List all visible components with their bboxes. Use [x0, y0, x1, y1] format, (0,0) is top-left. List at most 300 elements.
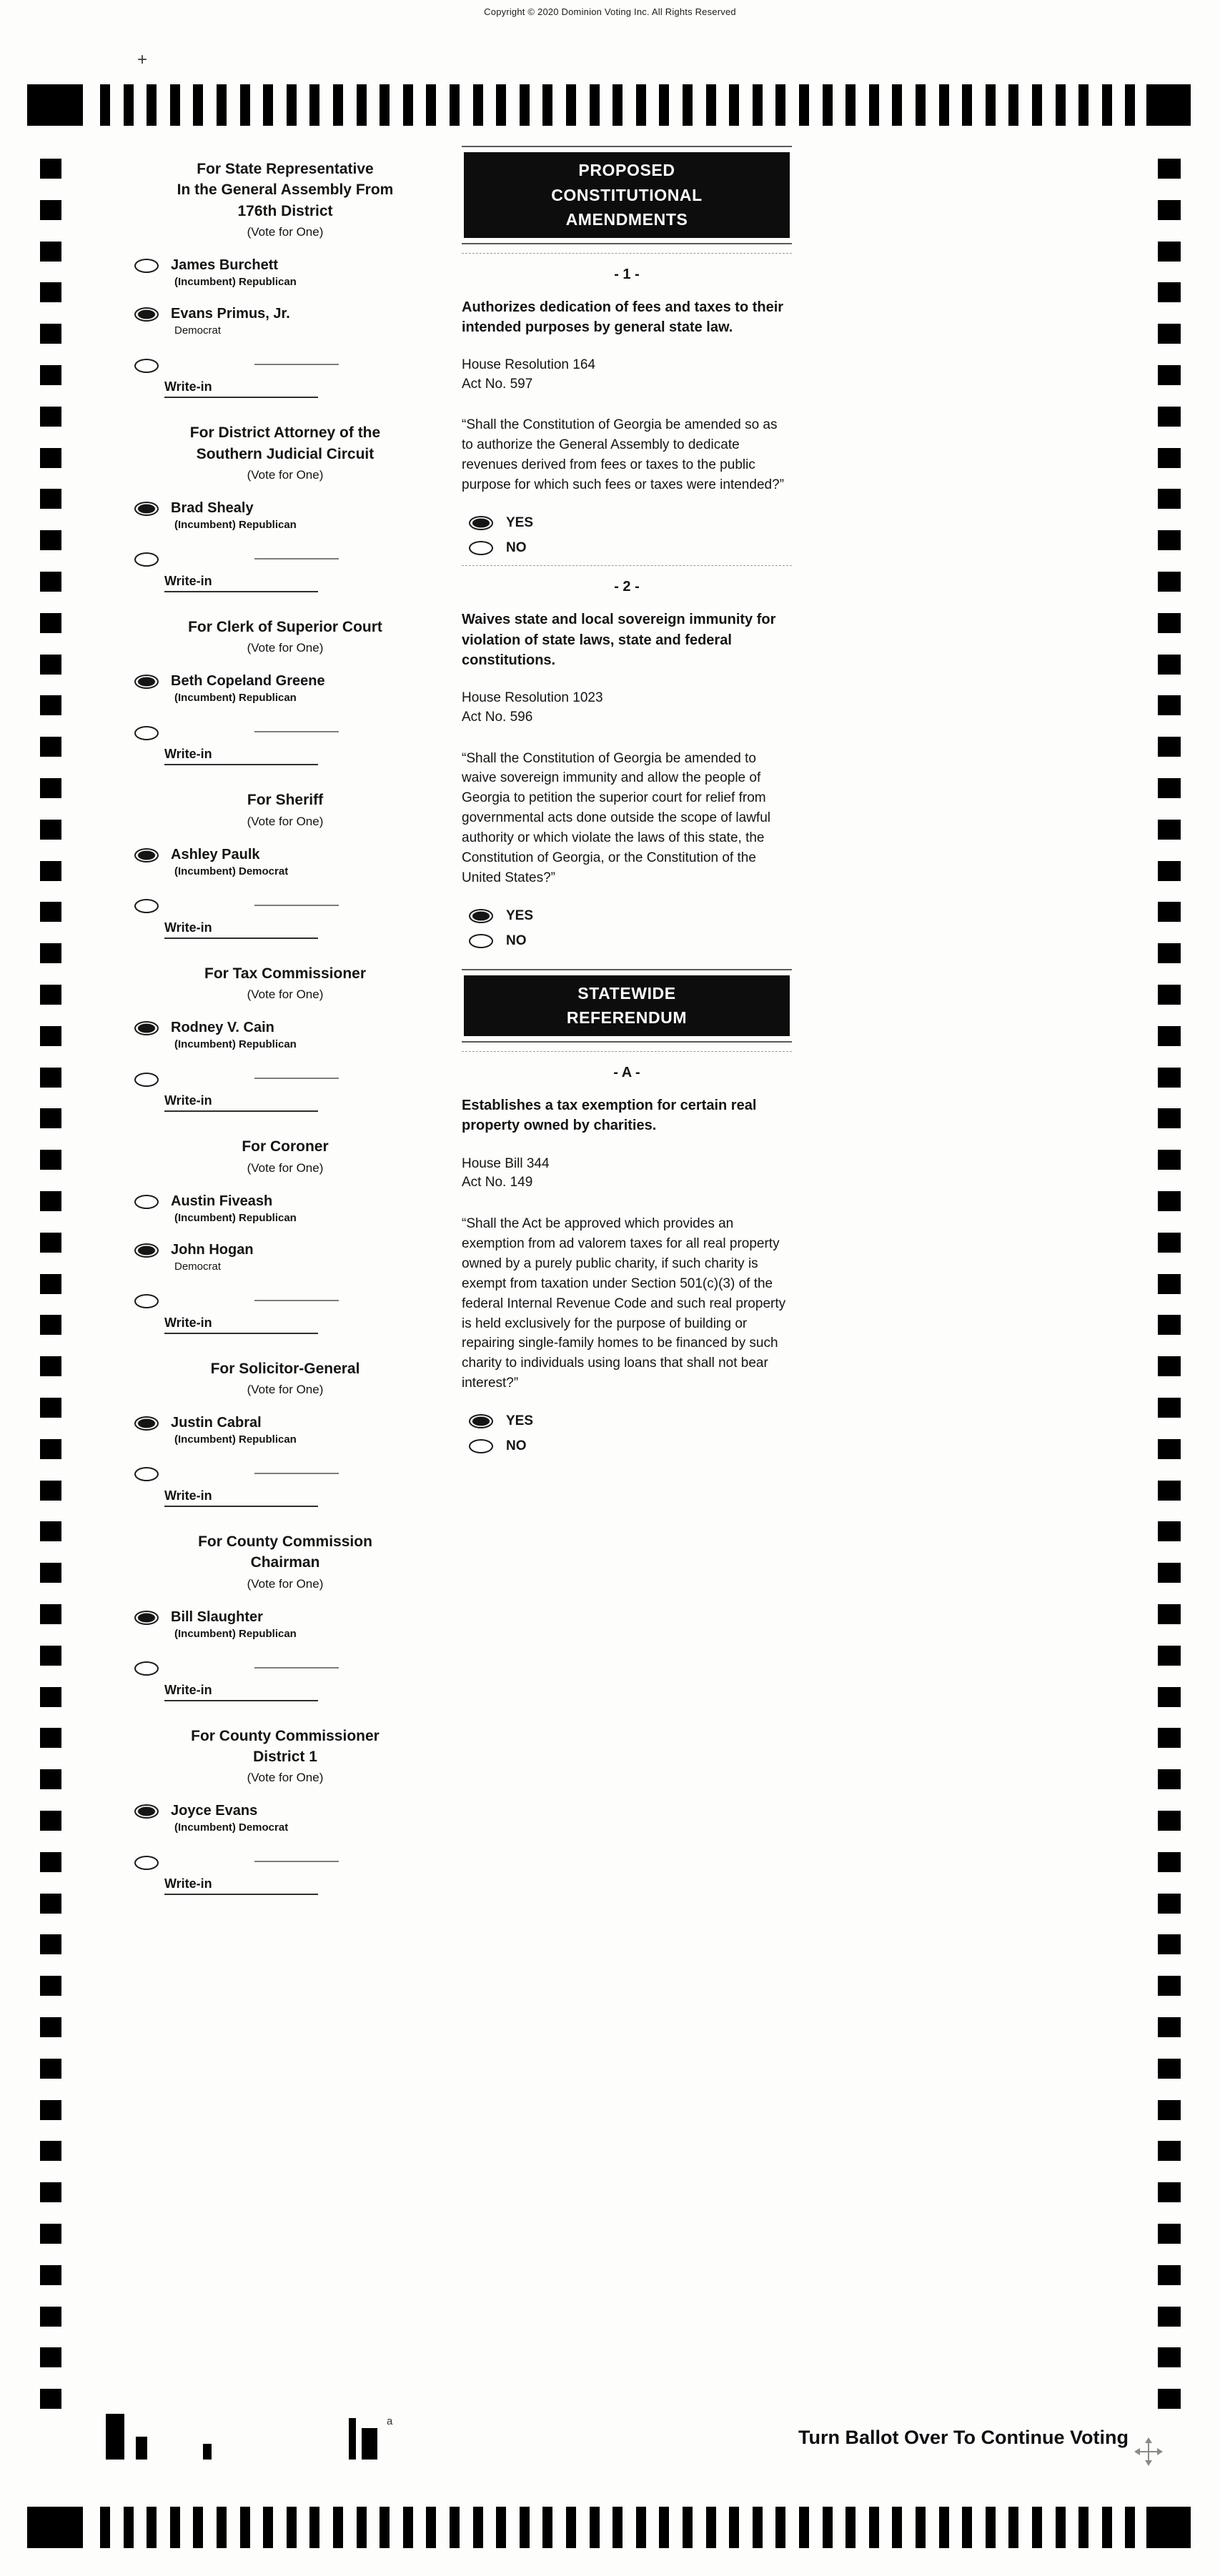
timing-mark: [333, 2507, 343, 2548]
timing-mark: [40, 530, 61, 550]
candidate-text: [171, 499, 297, 531]
timing-mark: [40, 695, 61, 715]
timing-mark: [40, 1481, 61, 1501]
section-header-line: STATEWIDE: [577, 983, 676, 1003]
ballot-oval[interactable]: [134, 1073, 159, 1087]
measure-reference: [462, 356, 792, 394]
timing-mark: [193, 84, 203, 126]
contest-title-line: For Coroner: [242, 1138, 329, 1155]
candidate-name: Brad Shealy: [171, 499, 254, 516]
ballot-oval-filled[interactable]: [134, 1611, 159, 1625]
candidate-row: [114, 257, 456, 288]
timing-mark: [40, 2182, 61, 2202]
timing-mark: [823, 84, 833, 126]
timing-mark: [845, 2507, 856, 2548]
timing-mark: [1158, 1934, 1181, 1954]
timing-mark: [1158, 655, 1181, 675]
measure-reference: [462, 1155, 792, 1193]
timing-mark: [590, 2507, 600, 2548]
timing-mark: [40, 2141, 61, 2161]
candidate-name: Evans Primus, Jr.: [171, 306, 290, 322]
timing-mark: [659, 84, 669, 126]
ballot-oval-filled[interactable]: [134, 675, 159, 689]
timing-mark: [473, 2507, 483, 2548]
contest-title-line: In the General Assembly From: [177, 181, 394, 199]
timing-mark: [1158, 2389, 1181, 2409]
measure-summary: Establishes a tax exemption for certain real property owned by charities.: [462, 1097, 757, 1134]
timing-mark: [40, 159, 61, 179]
timing-mark: [753, 2507, 763, 2548]
candidate-name: James Burchett: [171, 257, 279, 274]
timing-mark: [1102, 84, 1112, 126]
measures-column: [462, 146, 792, 1463]
timing-mark: [40, 448, 61, 468]
ballot-oval-filled[interactable]: [134, 502, 159, 516]
candidate-text: [171, 1019, 297, 1050]
measure-option-row: [462, 515, 792, 531]
ballot-oval-filled[interactable]: [134, 307, 159, 322]
timing-mark: [1158, 1646, 1181, 1666]
ballot-oval[interactable]: [134, 1195, 159, 1209]
write-in-line[interactable]: [254, 1473, 339, 1474]
timing-mark: [636, 2507, 646, 2548]
ballot-oval[interactable]: [134, 1467, 159, 1481]
timing-mark: [962, 2507, 972, 2548]
timing-mark: [124, 2507, 134, 2548]
timing-mark: [939, 84, 949, 126]
candidate-text: [171, 257, 297, 288]
timing-mark: [542, 2507, 552, 2548]
contest-column: [114, 159, 456, 1919]
candidate-row: [114, 1019, 456, 1050]
timing-mark: [426, 2507, 436, 2548]
ballot-oval-filled[interactable]: [134, 1021, 159, 1035]
ballot-oval-filled[interactable]: [134, 1243, 159, 1258]
timing-mark: [1158, 324, 1181, 344]
contest-title-line: For Clerk of Superior Court: [188, 618, 382, 635]
timing-mark: [706, 84, 716, 126]
registration-plus-mark: +: [137, 50, 148, 69]
ballot-oval[interactable]: [134, 552, 159, 567]
candidate-text: [171, 1241, 254, 1273]
timing-mark: [1125, 84, 1135, 126]
timing-mark: [40, 572, 61, 592]
timing-mark: [1158, 2141, 1181, 2161]
timing-mark: [40, 1769, 61, 1789]
timing-mark: [613, 2507, 623, 2548]
timing-mark: [40, 1521, 61, 1541]
timing-mark: [1158, 1315, 1181, 1335]
measure-question: “Shall the Act be approved which provides an exemption from ad valorem taxes for all real property owned by a purely public charity, if such charity is exempt from taxation under Section 501(c)(3) of the federal Internal Revenue Code and such real property is held exclusively for the purpose of building or repairing single-family homes to be financed by such charity to individuals using loans that shall not bear interest?”: [462, 1215, 786, 1391]
ballot-oval[interactable]: [134, 1294, 159, 1308]
candidate-row: [114, 1608, 456, 1640]
timing-mark: [496, 2507, 506, 2548]
timing-mark: [1158, 159, 1181, 179]
timing-mark: [40, 489, 61, 509]
write-in-line[interactable]: [254, 1861, 339, 1862]
candidate-text: [171, 1414, 297, 1446]
measure-number: - A -: [613, 1064, 640, 1080]
write-in-row: [114, 896, 456, 915]
timing-mark: [40, 2224, 61, 2244]
timing-mark: [1158, 1852, 1181, 1872]
timing-mark: [683, 84, 693, 126]
timing-mark: [1158, 1191, 1181, 1211]
ballot-oval[interactable]: [134, 1856, 159, 1870]
reference-line: House Resolution 164: [462, 357, 595, 373]
timing-mark: [1158, 1604, 1181, 1624]
timing-mark: [40, 1026, 61, 1046]
vote-instruction: (Vote for One): [247, 225, 324, 239]
timing-mark: [40, 1728, 61, 1748]
timing-mark: [566, 84, 576, 126]
timing-mark: [40, 2307, 61, 2327]
reference-line: Act No. 597: [462, 376, 533, 392]
timing-mark: [1008, 84, 1018, 126]
write-in-line[interactable]: [254, 364, 339, 365]
timing-mark: [40, 282, 61, 302]
ballot-oval[interactable]: [469, 541, 493, 555]
candidate-row: [114, 1802, 456, 1834]
ballot-oval-filled[interactable]: [469, 516, 493, 530]
timing-mark: [40, 1811, 61, 1831]
timing-mark: [40, 943, 61, 963]
measure-option-row: [462, 1438, 792, 1454]
timing-mark: [40, 1976, 61, 1996]
contest: [114, 422, 456, 592]
ballot-oval[interactable]: [134, 359, 159, 373]
candidate-text: [171, 672, 325, 704]
contest: [114, 159, 456, 398]
timing-mark: [473, 84, 483, 126]
timing-mark: [869, 84, 879, 126]
contest-title: [114, 1726, 456, 1768]
candidate-text: [171, 1802, 288, 1834]
write-in-line[interactable]: [254, 905, 339, 906]
timing-mark: [892, 2507, 902, 2548]
timing-mark: [1008, 2507, 1018, 2548]
candidate-row: [114, 305, 456, 337]
timing-mark: [40, 613, 61, 633]
timing-mark: [1158, 2307, 1181, 2327]
vote-instruction: (Vote for One): [247, 1382, 324, 1396]
write-in-row: [114, 1464, 456, 1483]
timing-mark: [1158, 1150, 1181, 1170]
timing-mark: [1158, 1521, 1181, 1541]
candidate-detail: (Incumbent) Republican: [174, 276, 297, 289]
measure-question: “Shall the Constitution of Georgia be amended so as to authorize the General Assembly to dedicate revenues derived from fees or taxes to the public purpose for which such fees or taxes were intended?”: [462, 417, 784, 493]
ballot-oval-filled[interactable]: [469, 1414, 493, 1428]
timing-mark: [240, 2507, 250, 2548]
timing-mark: [40, 820, 61, 840]
timing-mark: [939, 2507, 949, 2548]
ballot-oval-filled[interactable]: [134, 1416, 159, 1431]
timing-mark: [1158, 572, 1181, 592]
timing-mark: [1158, 1811, 1181, 1831]
timing-mark: [1158, 820, 1181, 840]
timing-mark: [1158, 2017, 1181, 2037]
write-in-line[interactable]: [254, 1300, 339, 1301]
ballot-id-mark: [106, 2414, 124, 2460]
timing-mark: [1158, 1563, 1181, 1583]
vote-instruction: (Vote for One): [247, 641, 324, 655]
timing-mark: [40, 1398, 61, 1418]
timing-mark: [1158, 2182, 1181, 2202]
write-in-row: [114, 549, 456, 568]
reference-line: Act No. 596: [462, 709, 533, 725]
write-in-row: [114, 355, 456, 374]
timing-mark: [1158, 448, 1181, 468]
timing-mark: [520, 84, 530, 126]
timing-mark: [775, 2507, 785, 2548]
timing-mark: [1158, 2265, 1181, 2285]
timing-mark: [193, 2507, 203, 2548]
ballot-oval[interactable]: [134, 726, 159, 740]
section-header-line: CONSTITUTIONAL: [551, 185, 703, 204]
write-in-line[interactable]: [254, 731, 339, 732]
candidate-name: Beth Copeland Greene: [171, 673, 325, 690]
timing-mark: [1158, 200, 1181, 220]
contest-title-line: For Sheriff: [247, 792, 324, 809]
ballot-oval[interactable]: [469, 934, 493, 948]
timing-mark: [40, 2059, 61, 2079]
write-in-line[interactable]: [254, 1667, 339, 1669]
move-cursor-icon: [1134, 2437, 1164, 2467]
timing-mark: [1158, 530, 1181, 550]
timing-mark: [590, 84, 600, 126]
timing-mark: [309, 2507, 319, 2548]
timing-mark: [753, 84, 763, 126]
measure-summary: Authorizes dedication of fees and taxes to their intended purposes by general state law.: [462, 299, 784, 335]
candidate-row: [114, 672, 456, 704]
timing-mark: [309, 84, 319, 126]
ballot-oval-filled[interactable]: [134, 1804, 159, 1819]
timing-mark: [1032, 2507, 1042, 2548]
timing-mark: [986, 2507, 996, 2548]
timing-mark: [287, 84, 297, 126]
timing-mark: [683, 2507, 693, 2548]
timing-mark: [124, 84, 134, 126]
timing-mark: [1158, 1026, 1181, 1046]
timing-mark: [1102, 2507, 1112, 2548]
timing-mark: [40, 1356, 61, 1376]
timing-mark: [1158, 1976, 1181, 1996]
timing-mark: [170, 84, 180, 126]
timing-mark: [147, 84, 157, 126]
timing-mark: [1158, 902, 1181, 922]
write-in-label: Write-in: [164, 1093, 318, 1112]
timing-mark: [636, 84, 646, 126]
timing-mark: [1158, 1769, 1181, 1789]
measure-option-label: NO: [506, 540, 527, 556]
timing-mark: [1158, 943, 1181, 963]
timing-mark: [40, 1191, 61, 1211]
timing-mark: [1158, 365, 1181, 385]
timing-mark: [40, 1852, 61, 1872]
section-header: [462, 146, 792, 244]
write-in-label: Write-in: [164, 1876, 318, 1895]
timing-mark: [1158, 861, 1181, 881]
ballot-oval[interactable]: [134, 899, 159, 913]
contest-title-line: For Tax Commissioner: [204, 965, 366, 982]
write-in-row: [114, 1069, 456, 1088]
write-in-row: [114, 722, 456, 741]
measure-option-label: YES: [506, 907, 534, 923]
timing-mark: [1078, 2507, 1088, 2548]
measure-option-label: NO: [506, 1438, 527, 1454]
candidate-name: Rodney V. Cain: [171, 1020, 274, 1036]
timing-mark: [263, 2507, 273, 2548]
timing-mark: [27, 2507, 83, 2548]
timing-mark: [520, 2507, 530, 2548]
measure-option-label: NO: [506, 933, 527, 948]
measure-option-row: [462, 933, 792, 949]
timing-mark: [1158, 1439, 1181, 1459]
timing-mark: [40, 737, 61, 757]
timing-mark: [40, 655, 61, 675]
timing-mark: [1158, 2224, 1181, 2244]
timing-mark: [916, 2507, 926, 2548]
timing-mark: [1056, 84, 1066, 126]
timing-mark: [1158, 1108, 1181, 1128]
timing-mark: [450, 84, 460, 126]
vote-instruction: (Vote for One): [247, 814, 324, 828]
write-in-line[interactable]: [254, 1078, 339, 1079]
timing-mark: [892, 84, 902, 126]
timing-mark: [40, 778, 61, 798]
candidate-detail: (Incumbent) Republican: [174, 518, 297, 531]
vote-instruction: (Vote for One): [247, 467, 324, 482]
timing-mark: [962, 84, 972, 126]
ballot-id-mark: [203, 2444, 212, 2460]
vote-instruction: (Vote for One): [247, 1160, 324, 1175]
section-header: [462, 969, 792, 1043]
write-in-row: [114, 1291, 456, 1310]
write-in-row: [114, 1659, 456, 1677]
timing-mark: [40, 1233, 61, 1253]
timing-mark: [40, 1563, 61, 1583]
contest: [114, 963, 456, 1112]
timing-mark: [40, 2347, 61, 2367]
timing-mark: [869, 2507, 879, 2548]
contest-title: [114, 963, 456, 984]
timing-mark: [1158, 2347, 1181, 2367]
contest: [114, 1726, 456, 1896]
timing-mark: [380, 84, 390, 126]
contest: [114, 1531, 456, 1701]
contest-title-line: For County Commissioner: [191, 1727, 380, 1744]
timing-mark: [40, 1274, 61, 1294]
timing-mark: [40, 1315, 61, 1335]
contest-title-line: For District Attorney of the: [189, 424, 381, 442]
timing-mark: [496, 84, 506, 126]
timing-mark: [40, 242, 61, 262]
timing-mark: [613, 84, 623, 126]
timing-mark: [40, 407, 61, 427]
timing-mark: [566, 2507, 576, 2548]
measure-option-row: [462, 908, 792, 924]
timing-mark: [40, 1687, 61, 1707]
write-in-label: Write-in: [164, 920, 318, 939]
timing-mark: [217, 84, 227, 126]
timing-mark: [40, 1646, 61, 1666]
timing-mark: [1056, 2507, 1066, 2548]
ballot-oval[interactable]: [469, 1439, 493, 1453]
timing-mark: [357, 84, 367, 126]
timing-mark: [40, 1108, 61, 1128]
ballot-oval-filled[interactable]: [134, 848, 159, 862]
vote-instruction: (Vote for One): [247, 988, 324, 1002]
timing-mark: [240, 84, 250, 126]
contest-title: [114, 159, 456, 222]
timing-mark: [1158, 778, 1181, 798]
timing-mark: [287, 2507, 297, 2548]
write-in-line[interactable]: [254, 558, 339, 560]
timing-mark: [40, 324, 61, 344]
write-in-label: Write-in: [164, 1488, 318, 1507]
candidate-name: Ashley Paulk: [171, 846, 260, 862]
timing-mark: [1158, 407, 1181, 427]
timing-mark: [403, 2507, 413, 2548]
timing-mark: [1158, 489, 1181, 509]
timing-mark: [27, 84, 83, 126]
write-in-row: [114, 1852, 456, 1871]
section-header-box: [464, 975, 790, 1036]
measure-option-row: [462, 1413, 792, 1429]
measure-summary: Waives state and local sovereign immunity for violation of state laws, state and federal constitutions.: [462, 612, 776, 668]
timing-mark: [1158, 2100, 1181, 2120]
section-header-line: PROPOSED: [578, 161, 675, 179]
candidate-text: [171, 1193, 297, 1224]
timing-mark: [1158, 737, 1181, 757]
timing-mark: [40, 1894, 61, 1914]
ballot-oval[interactable]: [134, 259, 159, 273]
timing-mark: [40, 1934, 61, 1954]
contest-title: [114, 1531, 456, 1573]
candidate-text: [171, 846, 288, 877]
timing-mark: [1158, 1356, 1181, 1376]
contest-title-line: District 1: [253, 1749, 317, 1766]
candidate-detail: (Incumbent) Democrat: [174, 865, 289, 877]
ballot-oval[interactable]: [134, 1661, 159, 1676]
reference-line: House Resolution 1023: [462, 690, 603, 706]
turn-ballot-over-text: Turn Ballot Over To Continue Voting: [798, 2427, 1129, 2448]
timing-mark: [333, 84, 343, 126]
timing-mark: [799, 2507, 809, 2548]
measure-section: [462, 969, 792, 1454]
candidate-detail: (Incumbent) Democrat: [174, 1821, 289, 1834]
timing-mark: [1158, 242, 1181, 262]
timing-mark: [729, 2507, 739, 2548]
ballot-oval-filled[interactable]: [469, 909, 493, 923]
timing-mark: [1158, 1894, 1181, 1914]
timing-mark: [450, 2507, 460, 2548]
timing-mark: [40, 2017, 61, 2037]
contest-title: [114, 617, 456, 637]
contest-title-line: Southern Judicial Circuit: [196, 445, 375, 462]
contest-title-line: For Solicitor-General: [210, 1360, 360, 1377]
vote-instruction: (Vote for One): [247, 1771, 324, 1785]
timing-mark: [659, 2507, 669, 2548]
reference-line: House Bill 344: [462, 1155, 550, 1171]
measure-option-label: YES: [506, 515, 534, 531]
candidate-text: [171, 1608, 297, 1640]
timing-mark: [1158, 1068, 1181, 1088]
timing-mark: [40, 2265, 61, 2285]
write-in-label: Write-in: [164, 747, 318, 765]
contest-title: [114, 1136, 456, 1157]
contest-title-line: For County Commission: [198, 1533, 372, 1550]
